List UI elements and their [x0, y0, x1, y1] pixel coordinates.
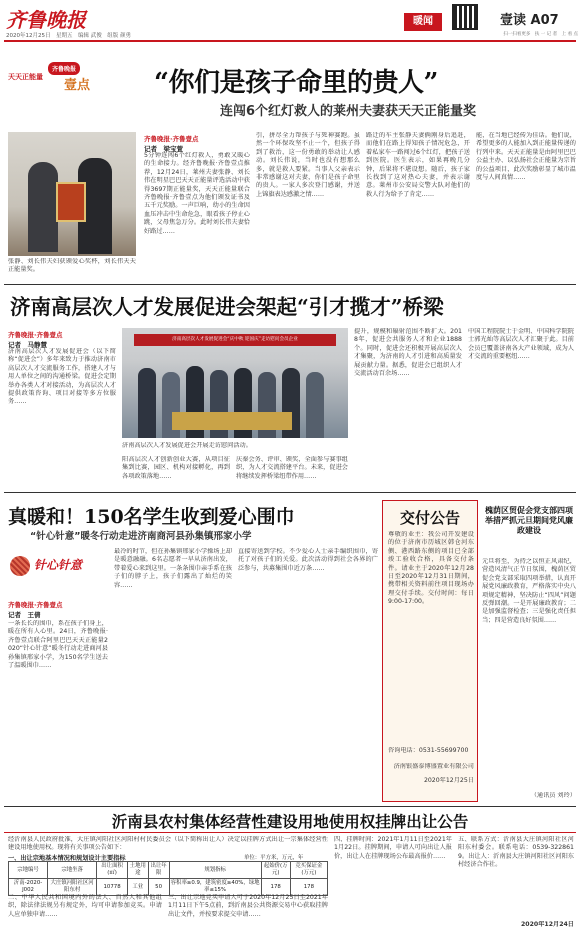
story3-col3: 直接寄送到学校。不少爱心人士亲手编织围巾，寄托了对孩子们的关爱。此次活动得到社会各界的广泛参与，共募集围巾近万条……	[238, 548, 378, 572]
table-cell: 工业	[127, 879, 148, 896]
story2-col3: 提升，规模和辐射范围不断扩大。2018年，促进会共服务人才和企业1888个。同时，促进会还积极开展高层次人才集聚，为济南的人才引进和高质量发展贡献力量。据悉，促进会已组织人才交流活动百余场……	[354, 328, 462, 378]
ad-title: 交付公告	[399, 509, 460, 527]
table-cell: 10778	[97, 879, 128, 896]
ad-signature: 济南银盛泰博盛置业有限公司	[393, 763, 474, 770]
table-cell: 沂南-2020-J002	[9, 879, 48, 896]
qr-caption: 扫一扫看更多 扶 一 记 者 上 看 点	[503, 32, 578, 37]
story2-col4: 中国工程院院士于金明、中国科学院院士郭光灿等高层次人才汇聚于此。目前会员已覆盖济南各大产业领域，成为人才交流的重要枢纽……	[468, 328, 574, 361]
ad-date: 2020年12月25日	[423, 777, 474, 784]
ad-body: 尊敬的业主：我公司开发建设的位于济南市历城区韩仓河东侧、港西路东侧的项目已全部竣工验收合格，具备交付条件。请业主于2020年12月28日至2020年12月31日期间，携带相关资料前往项目现场办理交付手续。交付时间：每日9:00-17:00。	[388, 531, 474, 606]
campaign-logo: 针心针意	[8, 548, 104, 596]
story3-col2: 最冷的时节，但在孙集镇邢家小学操场上却是暖意融融。6名志愿者一早从济南出发，带着爱心来到这里。一条条围巾亲手系在孩子们的脖子上，孩子们露出了灿烂的笑容……	[114, 548, 232, 589]
rule	[4, 806, 576, 807]
masthead-rule	[4, 40, 576, 42]
story2-headline: 济南高层次人才发展促进会架起“引才揽才”桥梁	[10, 295, 444, 319]
notice-body: 元旦将至，为持之以恒正风肃纪，营造风清气正节日氛围，槐荫区贸促会党支部采取四项举措，认真开展党风廉政教育，严格落实中央八项规定精神，坚决防止“四风”问题反弹回潮。一是开展廉政教育；二是加强监督检查；三是强化责任担当；四是营造良好氛围……	[482, 558, 576, 624]
qr-code-icon	[452, 4, 478, 30]
story3-col1: 一条长长的围巾，系在孩子们身上，暖在所有人心里。24日，齐鲁晚报·齐鲁壹点联合阿里巴巴天天正能量2020“针心针意”暖冬行动走进商河县孙集镇邢家小学，为150名学生送去了温暖围巾……	[8, 620, 108, 670]
story1-headline: “你们是孩子命里的贵人”	[154, 68, 438, 98]
notice-title: 槐荫区贸促会党支部四项举措严抓元旦期间党风廉政建设	[485, 506, 573, 535]
story4-headline: 沂南县农村集体经营性建设用地使用权挂牌出让公告	[111, 812, 469, 831]
parcel-table	[8, 861, 328, 896]
story-scarves	[4, 494, 382, 806]
paper-logo: 齐鲁晚报	[6, 8, 86, 32]
notice-colA: 二、中华人民共和国境内外的法人、自然人和其他组织，除法律法规另有规定外，均可申请参加竞买。申请人应单独申请……	[8, 894, 162, 918]
byline: 齐鲁晚报·齐鲁壹点 记者 王倩	[8, 601, 63, 619]
rule	[4, 492, 576, 493]
notice-colB: 三、出让宗地竞买申请人可于2020年12月25日至2021年1月11日下午5点前，到沂南县公共资源交易中心获取挂牌出让文件，并按要求提交申请……	[168, 894, 328, 918]
table-header: 出让年限	[148, 862, 169, 879]
table-unit: 单位：平方米，万元，年	[244, 855, 304, 861]
photo-banner: 济南高层次人才发展促进会“庆中秋 迎国庆”走访慰问会员企业	[134, 334, 336, 346]
notice-signoff: （通讯员 刘玲）	[530, 792, 576, 799]
table-header-row	[9, 862, 328, 879]
table-header: 起始价(万元)	[261, 862, 290, 879]
land-auction-notice	[4, 808, 576, 932]
section-tab: 暖闻	[404, 13, 442, 31]
table-header: 土地用途	[127, 862, 148, 879]
notice-colC: 四、挂牌时间：2021年1月11日至2021年1月22日。挂牌期间，申请人可向出让人报价，出让人在挂牌现场公布最高报价……	[334, 836, 452, 860]
table-header: 规划指标	[169, 862, 261, 879]
story1-col4: 能，在当地已经传为佳话。他们说，希望更多的人能加入到正能量传递的行列中来。天天正能量是由阿里巴巴公益主办、以弘扬社会正能量为宗旨的公益项目，此次奖励彰显了城市温度与人间真情……	[476, 132, 576, 182]
story1-subhead: 连闯6个红灯救人的莱州夫妻获天天正能量奖	[220, 104, 477, 119]
masthead	[0, 0, 580, 42]
group-photo	[122, 328, 348, 438]
story-talent-association	[4, 286, 576, 492]
notice-date: 2020年12月24日	[520, 921, 574, 928]
yarn-icon	[10, 556, 30, 576]
rule	[4, 832, 576, 833]
table-cell: 容积率≥0.9，建筑密度≥40%，绿地率≤15%	[169, 879, 261, 896]
table-header: 宗地编号	[9, 862, 48, 879]
table-cell: 50	[148, 879, 169, 896]
edition-label: 壹读 A07	[500, 13, 559, 28]
byline: 齐鲁晚报·齐鲁壹点 记者 梁宝萱	[144, 135, 199, 153]
delivery-notice-ad	[382, 500, 478, 802]
story2-col-mid2: 庆秦会务、评审、颁奖，全面参与赛事组织，为人才交流搭建平台。未来，促进会将继续发挥桥梁纽带作用……	[236, 456, 348, 480]
story1-col2: 引，拼尽全力帮孩子与死神赛跑。虽然一个环保攻坚不止一个，但孩子得到了救治，这一份勇敢的举动让人感动。刘长伟说，当时也没有想那么多，就是救人要紧。当事人父亲表示非常感谢这对夫妻，你们是孩子命里的贵人。一家人多次登门感谢，并送上锦旗表达感激之情……	[256, 132, 360, 198]
table-header: 宗地坐落	[48, 862, 97, 879]
photo-caption: 济南高层次人才发展促进会开展走访慰问活动。	[122, 442, 252, 449]
table-cell: 178	[261, 879, 290, 896]
story3-subhead: “针心针意”暖冬行动走进济南商河县孙集镇邢家小学	[30, 531, 252, 542]
table-header: 竞买保证金(万元)	[290, 862, 327, 879]
notice-intro: 经沂南县人民政府批准，大庄镇河阳社区河阳村村民委员会（以下简称出让人）决定以挂牌方式出让一宗集体经营性建设用地使用权。现将有关事项公告如下：	[8, 836, 328, 852]
table-row	[9, 879, 328, 896]
notice-colD: 五、联系方式：沂南县大庄镇河阳社区河阳东村委会。联系电话：0539-3228619。出让人：沂南县大庄镇河阳社区河阳东村经济合作社。	[458, 836, 574, 869]
table-header: 出让面积(㎡)	[97, 862, 128, 879]
trade-council-notice	[482, 500, 576, 802]
ad-contact: 咨询电话：0531-55699700	[388, 747, 469, 754]
story1-col1: 5分钟连闯6个红灯救人，勇敢又暖心的生命接力。经齐鲁晚报·齐鲁壹点推荐，12月24日，莱州夫妻张静、刘长伟在明星巴巴天天正能量评选活动中获得3697期正能量奖，天天正能量联合齐鲁晚报·齐鲁壹点为他们颁发证书及五千元奖励。一声巨响，幼小的生命因血压冲击中生命危急，眼看孩子停止心跳，父母焦急万分。此时刘长伟夫妻恰好路过……	[144, 152, 250, 235]
story3-headline: 真暖和！150名学生收到爱心围巾	[8, 506, 295, 528]
photo-caption: 张静、刘长伟夫妇获颁爱心奖杯，刘长伟天天正能量奖。	[8, 258, 136, 274]
story2-col1: 济南高层次人才发展促进会（以下简称“促进会”）多年来致力于推动济南市高层次人才交流服务工作，搭建人才与用人单位之间的沟通桥梁。促进会定期举办各类人才对接活动，为高层次人才提供政策咨询、项目对接等多方位服务……	[8, 348, 116, 406]
story-positive-energy	[4, 44, 576, 284]
positive-energy-logo: 天天正能量 齐鲁晚报 壹点	[8, 62, 108, 102]
story2-col-mid: 阳高层次人才创新创业大赛，从项目征集到比赛，园区、机构对接孵化，再到各项政策落地……	[122, 456, 230, 480]
award-photo	[8, 132, 136, 256]
table-cell: 178	[290, 879, 327, 896]
rule	[4, 284, 576, 285]
table-cell: 大庄镇河阳社区河阳东村	[48, 879, 97, 896]
date-line: 2020年12月25日 星期五 编辑 武俊 组版 颜勇	[6, 33, 131, 39]
section-heading: 一、出让宗地基本情况和规划设计主要指标	[8, 855, 126, 862]
byline: 齐鲁晚报·齐鲁壹点 记者 马静慧	[8, 331, 63, 349]
story1-col3: 路迁的车主张静夫妻俩刚身后追赶，而他们在路上得知孩子情况危急，开着私家车一路闯过6个红灯，把孩子送到医院。医生表示，如果再晚几分钟，后果将不堪设想。随后，孩子家长找到了这对热心夫妻，并表示谢意。莱州市公安局交警大队对他们的救人行为给予了肯定……	[366, 132, 470, 198]
